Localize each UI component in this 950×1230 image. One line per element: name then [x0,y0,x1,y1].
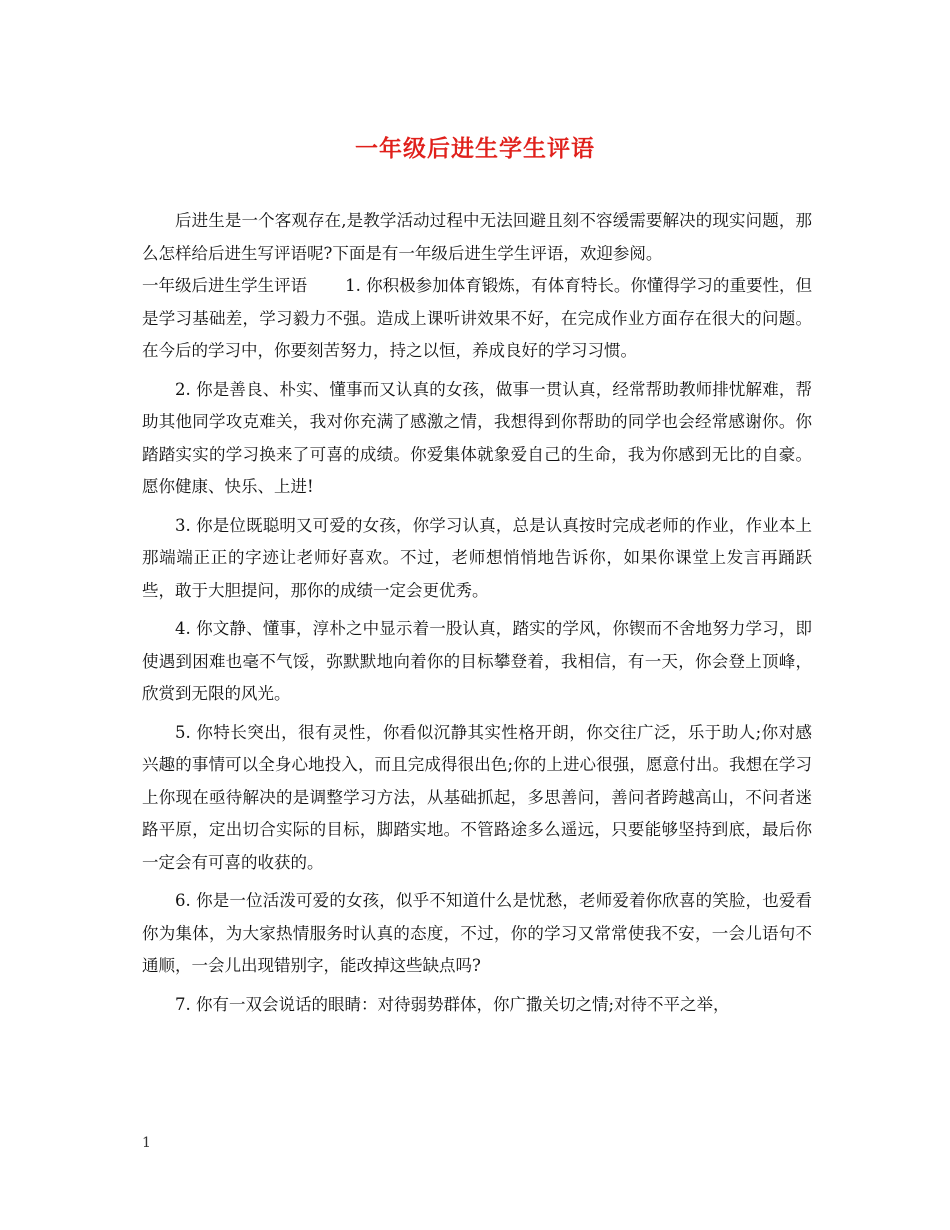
item-paragraph-4: 4. 你文静、懂事，淳朴之中显示着一股认真，踏实的学风，你锲而不舍地努力学习，即使遇到困难也毫不气馁，弥默默地向着你的目标攀登着，我相信，有一天，你会登上顶峰，欣赏到无限的风光。 [142,619,812,703]
item-paragraph-3: 3. 你是位既聪明又可爱的女孩，你学习认真，总是认真按时完成老师的作业，作业本上那端端正正的字迹让老师好喜欢。不过，老师想悄悄地告诉你，如果你课堂上发言再踊跃些，敢于大胆提问，那你的成绩一定会更优秀。 [142,515,812,600]
page-number: 1 [142,1135,151,1151]
item-paragraph-7: 7. 你有一双会说话的眼睛：对待弱势群体，你广撒关切之情;对待不平之举， [175,994,730,1014]
item-paragraph-5: 5. 你特长突出，很有灵性，你看似沉静其实性格开朗，你交往广泛，乐于助人;你对感兴趣的事情可以全身心地投入，而且完成得很出色;你的上进心很强，愿意付出。我想在学习上你现在亟待解决的是调整学习方法，从基础抓起，多思善问，善问者跨越高山，不问者迷路平原，定出切合实际的目标，脚踏实地。不管路途多么遥远，只要能够坚持到底，最后你一定会有可喜的收获的。 [142,722,812,872]
item-paragraph-6: 6. 你是一位活泼可爱的女孩，似乎不知道什么是忧愁，老师爱着你欣喜的笑脸，也爱看你为集体，为大家热情服务时认真的态度，不过，你的学习又常常使我不安，一会儿语句不通顺，一会儿出现错别字，能改掉这些缺点吗? [142,891,812,975]
section-heading: 一年级后进生学生评语 [142,276,308,295]
document-body [142,205,812,1021]
item-text-1: 1. 你积极参加体育锻炼，有体育特长。你懂得学习的重要性，但是学习基础差，学习毅力不强。造成上课听讲效果不好，在完成作业方面存在很大的问题。在今后的学习中，你要刻苦努力，持之以恒，养成良好的学习习惯。 [142,276,812,360]
item-paragraph-2: 2. 你是善良、朴实、懂事而又认真的女孩，做事一贯认真，经常帮助教师排忧解难，帮助其他同学攻克难关，我对你充满了感激之情，我想得到你帮助的同学也会经常感谢你。你踏踏实实的学习换来了可喜的成绩。你爱集体就象爱自己的生命，我为你感到无比的自豪。愿你健康、快乐、上进! [142,379,812,496]
intro-text: 后进生是一个客观存在,是教学活动过程中无法回避且刻不容缓需要解决的现实问题，那么怎样给后进生写评语呢?下面是有一年级后进生学生评语，欢迎参阅。 [142,211,812,263]
intro-paragraph [142,205,812,270]
document-title: 一年级后进生学生评语 [355,135,595,162]
item-paragraph-1 [142,270,812,368]
